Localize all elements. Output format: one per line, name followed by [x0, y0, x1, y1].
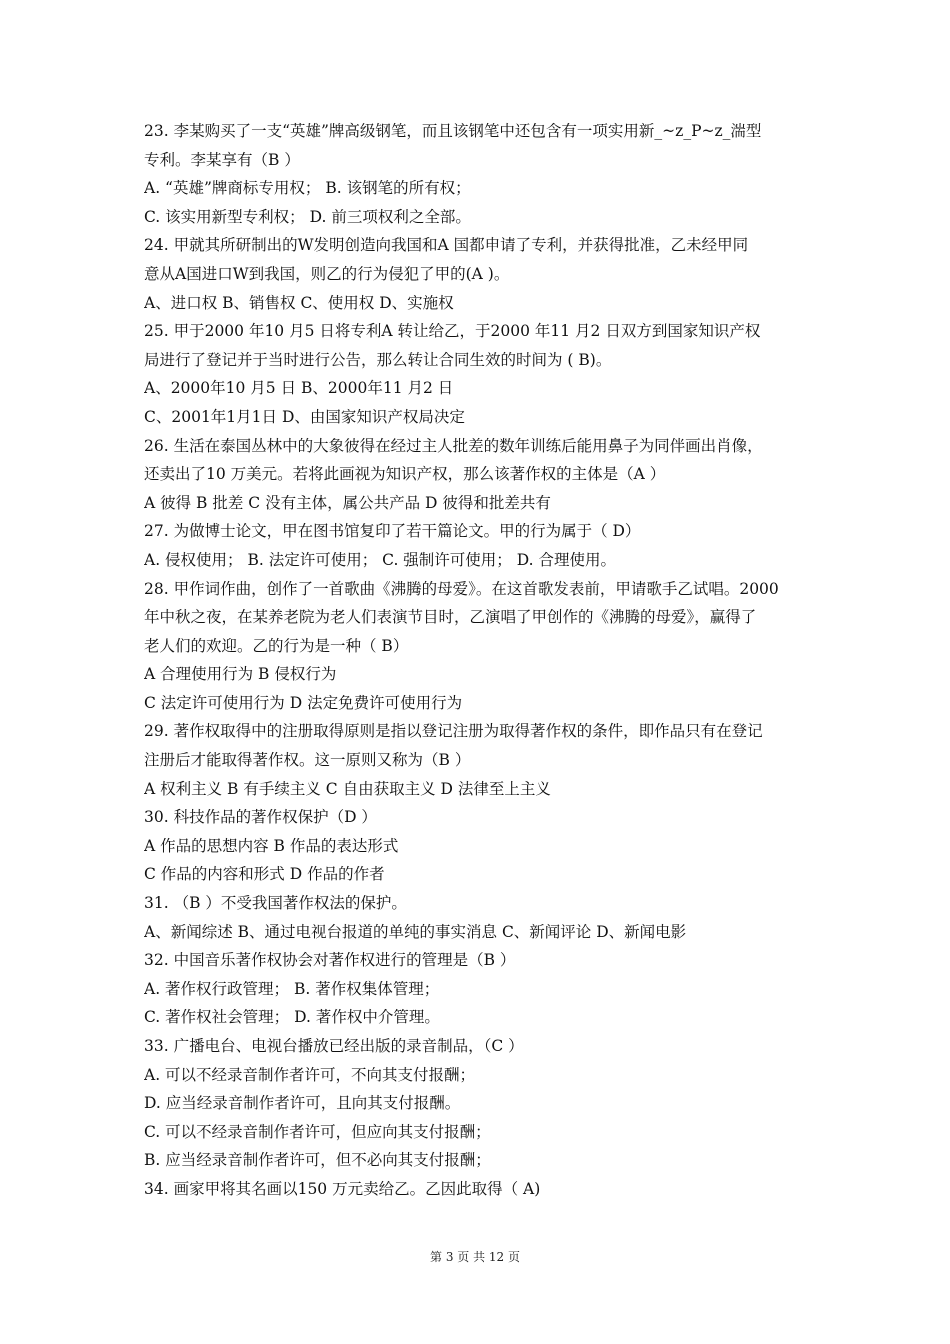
text-line: A. “英雄”牌商标专用权； B. 该钢笔的所有权； — [144, 179, 471, 198]
text-line: 意从A国进口W到我国，则乙的行为侵犯了甲的(A )。 — [144, 264, 510, 283]
text-line: D. 应当经录音制作者许可，且向其支付报酬。 — [144, 1094, 461, 1113]
text-line: A. 著作权行政管理； B. 著作权集体管理； — [144, 979, 440, 998]
text-line: 23. 李某购买了一支“英雄”牌高级钢笔，而且该钢笔中还包含有一项实用新_~z_P~z_湍型 — [144, 122, 762, 140]
text-line: A. 可以不经录音制作者许可，不向其支付报酬； — [144, 1065, 476, 1084]
text-line: 专利。李某享有（B ） — [144, 150, 300, 169]
text-line: 27. 为做博士论文，甲在图书馆复印了若干篇论文。甲的行为属于（ D） — [144, 522, 641, 541]
text-line: A. 侵权使用； B. 法定许可使用； C. 强制许可使用； D. 合理使用。 — [144, 550, 616, 569]
text-line: 28. 甲作词作曲，创作了一首歌曲《沸腾的母爱》。在这首歌发表前，甲请歌手乙试唱。2000 — [144, 579, 779, 598]
text-line: 26. 生活在泰国丛林中的大象彼得在经过主人批差的数年训练后能用鼻子为同伴画出肖像， — [144, 436, 763, 455]
text-line: 局进行了登记并于当时进行公告，那么转让合同生效的时间为 ( B)。 — [144, 350, 612, 369]
text-line: 还卖出了10 万美元。若将此画视为知识产权，那么该著作权的主体是（A ） — [144, 465, 666, 484]
text-line: 年中秋之夜，在某养老院为老人们表演节目时，乙演唱了甲创作的《沸腾的母爱》，赢得了 — [144, 608, 757, 627]
text-line: A 作品的思想内容 B 作品的表达形式 — [144, 836, 399, 855]
text-line: A 彼得 B 批差 C 没有主体，属公共产品 D 彼得和批差共有 — [144, 493, 551, 512]
text-line: 29. 著作权取得中的注册取得原则是指以登记注册为取得著作权的条件，即作品只有在登记 — [144, 722, 763, 741]
text-line: 31. （B ）不受我国著作权法的保护。 — [144, 894, 407, 913]
text-line: B. 应当经录音制作者许可，但不必向其支付报酬； — [144, 1151, 491, 1170]
text-line: A、新闻综述 B、通过电视台报道的单纯的事实消息 C、新闻评论 D、新闻电影 — [144, 922, 687, 941]
text-line: 老人们的欢迎。乙的行为是一种（ B） — [144, 636, 409, 655]
text-line: C. 著作权社会管理； D. 著作权中介管理。 — [144, 1008, 440, 1027]
text-line: 注册后才能取得著作权。这一原则又称为（B ） — [144, 751, 471, 770]
text-line: 24. 甲就其所研制出的W发明创造向我国和A 国都申请了专利，并获得批准，乙未经甲同 — [144, 236, 749, 255]
text-line: 30. 科技作品的著作权保护（D ） — [144, 808, 377, 827]
text-line: A 权利主义 B 有手续主义 C 自由获取主义 D 法律至上主义 — [144, 779, 551, 798]
text-line: A、进口权 B、销售权 C、使用权 D、实施权 — [144, 293, 454, 312]
text-line: 32. 中国音乐著作权协会对著作权进行的管理是（B ） — [144, 951, 516, 970]
text-line: C、2001年1月1日 D、由国家知识产权局决定 — [144, 407, 465, 426]
text-line: 33. 广播电台、电视台播放已经出版的录音制品，（C ） — [144, 1037, 524, 1055]
text-line: C. 可以不经录音制作者许可，但应向其支付报酬； — [144, 1122, 491, 1141]
text-line: 34. 画家甲将其名画以150 万元卖给乙。乙因此取得（ A) — [144, 1179, 541, 1198]
text-line: A 合理使用行为 B 侵权行为 — [144, 665, 337, 684]
page-footer: 第 3 页 共 12 页 — [430, 1250, 520, 1264]
text-line: C. 该实用新型专利权； D. 前三项权利之全部。 — [144, 207, 471, 226]
text-line: C 作品的内容和形式 D 作品的作者 — [144, 865, 385, 884]
text-line: 25. 甲于2000 年10 月5 日将专利A 转让给乙，于2000 年11 月2 日双方到国家知识产权 — [144, 322, 761, 341]
text-line: C 法定许可使用行为 D 法定免费许可使用行为 — [144, 693, 463, 712]
document-body — [144, 117, 814, 1204]
text-line: A、2000年10 月5 日 B、2000年11 月2 日 — [144, 379, 454, 398]
